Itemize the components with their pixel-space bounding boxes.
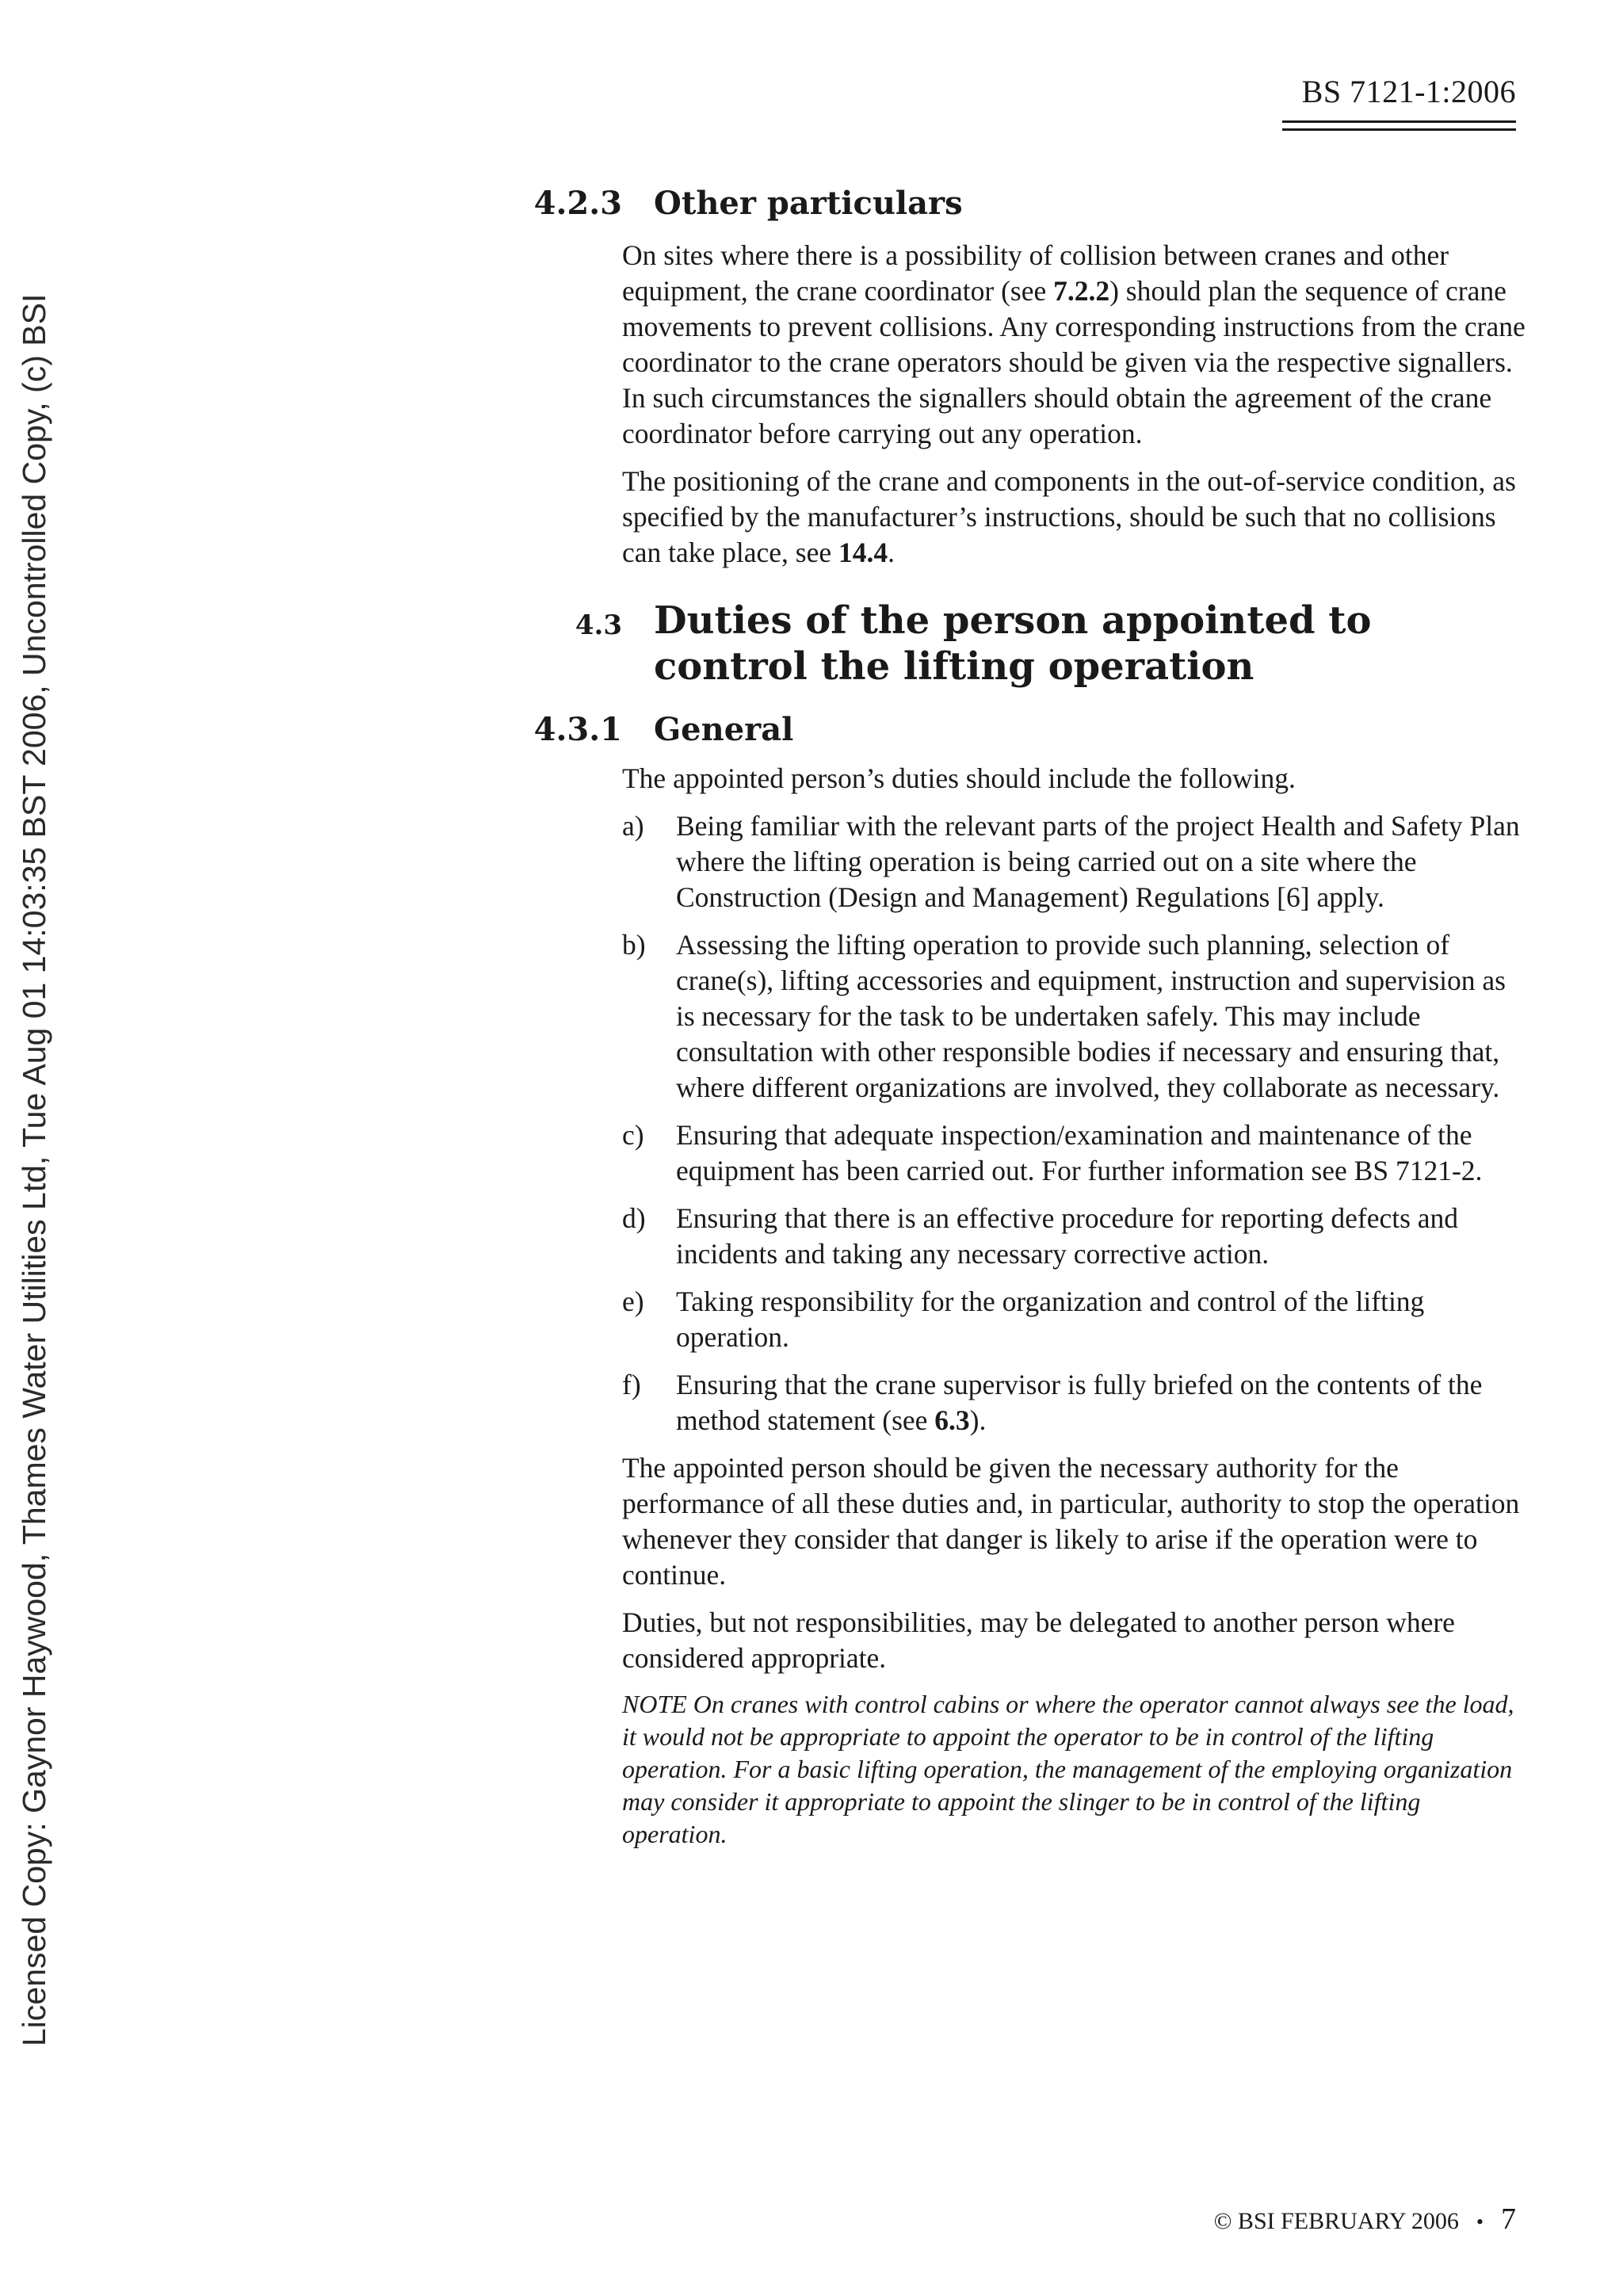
note: NOTE On cranes with control cabins or where the operator cannot always see the load, it would not be appropriate to appoint the operator to be in control of the lifting operation. For a basic lifting operation, the management of the employing organization may consider it appropriate to appoint the slinger to be in control of the lifting operation. [622,1690,1514,1848]
section-title: Duties of the person appointed to control the lifting operation [654,598,1372,689]
paragraph: The positioning of the crane and components in the out-of-service condition, as specified by the manufacturer’s instructions, should be such that no collisions can take place, see 14.4. [622,465,1516,568]
list-item: d) Ensuring that there is an effective procedure for reporting defects and incidents and taking any necessary corrective action. [622,1202,1459,1270]
section-heading-4-2-3 [507,181,1522,227]
section-title: General [654,711,794,748]
section-body-4-2-3 [622,238,1526,571]
duties-list [622,808,1526,1438]
section-number: 4.3 [575,609,622,641]
paragraph: The appointed person’s duties should include the following. [622,762,1296,794]
section-body-4-3-1 [622,761,1526,1851]
page-footer [1214,2202,1516,2237]
document-id: BS 7121-1:2006 [1301,74,1516,109]
paragraph: The appointed person should be given the necessary authority for the performance of all these duties and, in particular, authority to stop the operation whenever they consider that danger is likely to arise if the operation were to continue. [622,1452,1520,1591]
section-heading-4-3 [507,598,1522,690]
section-number: 4.2.3 [533,185,622,222]
list-item: f) Ensuring that the crane supervisor is fully briefed on the contents of the method statement (see 6.3). [622,1369,1483,1436]
header-rule-bottom [1282,128,1516,131]
copyright: © BSI FEBRUARY 2006 [1213,2208,1459,2234]
footer-bullet: • [1476,2210,1484,2233]
list-item: b) Assessing the lifting operation to provide such planning, selection of crane(s), lifting accessories and equipment, instruction and supervision as is necessary for the task to be undertaken safely. This may include consultation with other responsible bodies if necessary and ensuring that, where different organizations are involved, they collaborate as necessary. [622,929,1506,1103]
main-content [507,181,1526,1862]
header-rule-top [1282,120,1516,123]
cross-reference: 7.2.2 [1053,275,1110,307]
section-number: 4.3.1 [533,711,622,748]
page-number: 7 [1501,2202,1516,2236]
list-item: c) Ensuring that adequate inspection/examination and maintenance of the equipment has been carried out. For further information see BS 7121-2. [622,1119,1483,1186]
paragraph: Duties, but not responsibilities, may be delegated to another person where considered appropriate. [622,1606,1455,1674]
section-title: Other particulars [654,185,963,222]
list-item: e) Taking responsibility for the organization and control of the lifting operation. [622,1286,1425,1353]
license-watermark: Licensed Copy: Gaynor Haywood, Thames Water Utilities Ltd, Tue Aug 01 14:03:35 BST 2006, Uncontrolled Copy, (c) BSI [16,293,52,2046]
paragraph: On sites where there is a possibility of collision between cranes and other equipment, the crane coordinator (see 7.2.2) should plan the sequence of crane movements to prevent collisions. Any corresponding instructions from the crane coordinator to the crane operators should be given via the respective signallers. In such circumstances the signallers should obtain the agreement of the crane coordinator before carrying out any operation. [622,239,1526,449]
list-item: a) Being familiar with the relevant parts of the project Health and Safety Plan where the lifting operation is being carried out on a site where the Construction (Design and Management) Regulations [6] apply. [622,810,1520,913]
cross-reference: 14.4 [838,537,888,568]
section-heading-4-3-1 [507,707,1522,753]
cross-reference: 6.3 [934,1404,970,1436]
